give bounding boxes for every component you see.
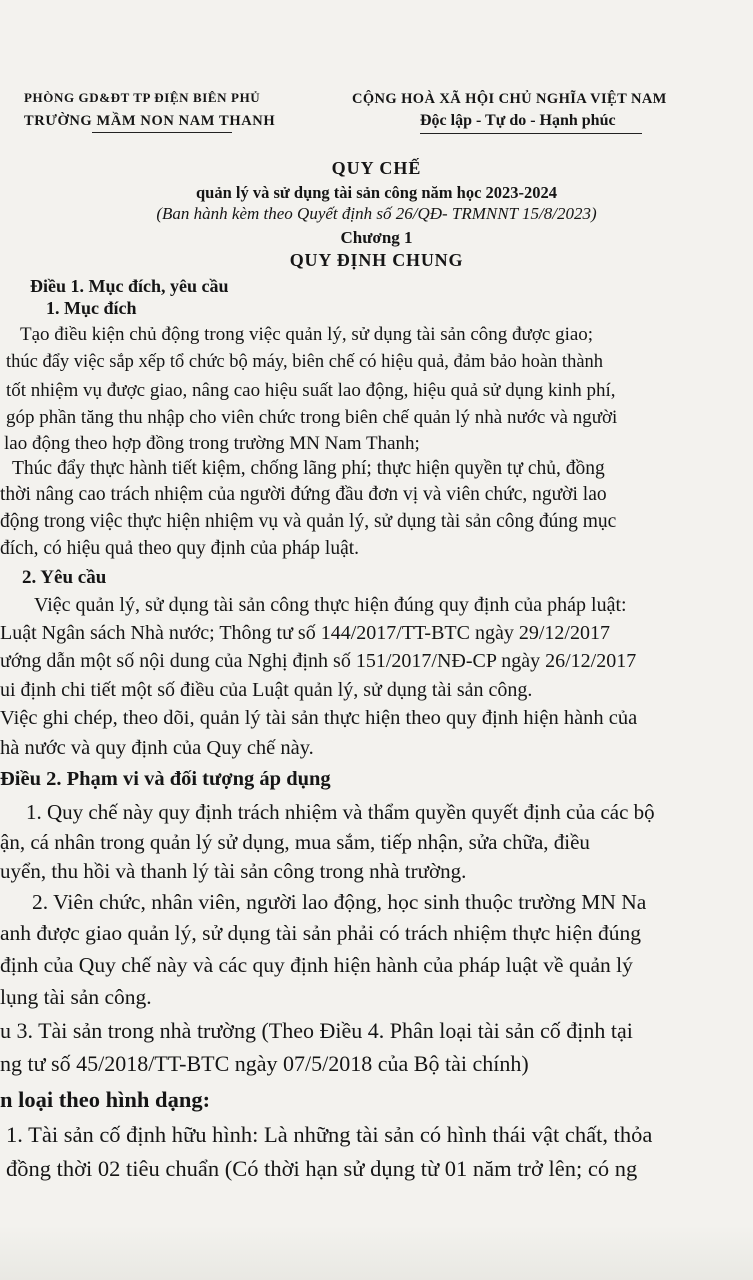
- body-line: thúc đẩy việc sắp xếp tổ chức bộ máy, biên chế có hiệu quả, đảm bảo hoàn thành: [6, 352, 604, 372]
- article-1-heading: Điều 1. Mục đích, yêu cầu: [30, 276, 229, 296]
- chapter-title: QUY ĐỊNH CHUNG: [289, 250, 464, 270]
- article-2-heading: Điều 2. Phạm vi và đối tượng áp dụng: [0, 768, 331, 790]
- body-line: 2. Viên chức, nhân viên, người lao động, học sinh thuộc trường MN Na: [32, 890, 647, 914]
- body-line: định của Quy chế này và các quy định hiện hành của pháp luật về quản lý: [0, 953, 633, 977]
- country-name: CỘNG HOÀ XÃ HỘI CHỦ NGHĨA VIỆT NAM: [352, 91, 667, 107]
- body-line: Luật Ngân sách Nhà nước; Thông tư số 144/2017/TT-BTC ngày 29/12/2017: [0, 622, 610, 644]
- body-line: góp phần tăng thu nhập cho viên chức trong biên chế quản lý nhà nước và người: [6, 407, 618, 428]
- body-line: ận, cá nhân trong quản lý sử dụng, mua sắm, tiếp nhận, sửa chữa, điều: [0, 830, 590, 854]
- issuance-note: (Ban hành kèm theo Quyết định số 26/QĐ- TRMNNT 15/8/2023): [156, 204, 597, 223]
- body-line: tốt nhiệm vụ được giao, nâng cao hiệu suất lao động, hiệu quả sử dụng kinh phí,: [6, 380, 616, 401]
- department-name: PHÒNG GD&ĐT TP ĐIỆN BIÊN PHỦ: [24, 90, 261, 105]
- body-line: ui định chi tiết một số điều của Luật quản lý, sử dụng tài sản công.: [0, 679, 533, 701]
- page-bottom-shadow: [0, 1225, 753, 1280]
- body-line: 1. Quy chế này quy định trách nhiệm và thẩm quyền quyết định của các bộ: [26, 800, 655, 824]
- motto: Độc lập - Tự do - Hạnh phúc: [420, 112, 616, 129]
- section-purpose-heading: 1. Mục đích: [46, 298, 137, 318]
- body-line: uyển, thu hồi và thanh lý tài sản công trong nhà trường.: [0, 859, 467, 883]
- body-line: anh được giao quản lý, sử dụng tài sản phải có trách nhiệm thực hiện đúng: [0, 921, 642, 945]
- chapter-number: Chương 1: [340, 228, 413, 247]
- body-line: lao động theo hợp đồng trong trường MN Nam Thanh;: [4, 433, 420, 454]
- body-line: đích, có hiệu quả theo quy định của pháp luật.: [0, 538, 360, 559]
- body-line: Việc quản lý, sử dụng tài sản công thực hiện đúng quy định của pháp luật:: [34, 594, 627, 616]
- body-line: Việc ghi chép, theo dõi, quản lý tài sản thực hiện theo quy định hiện hành của: [0, 707, 638, 729]
- motto-underline: [420, 133, 642, 134]
- body-line: hà nước và quy định của Quy chế này.: [0, 737, 314, 759]
- body-line: ng tư số 45/2018/TT-BTC ngày 07/5/2018 của Bộ tài chính): [0, 1051, 529, 1076]
- body-line: động trong việc thực hiện nhiệm vụ và quản lý, sử dụng tài sản công đúng mục: [0, 511, 617, 532]
- classification-heading: n loại theo hình dạng:: [0, 1087, 211, 1112]
- body-line: thời nâng cao trách nhiệm của người đứng đầu đơn vị và viên chức, người lao: [0, 484, 607, 505]
- document-title: QUY CHẾ: [331, 158, 422, 178]
- body-line: 1. Tài sản cố định hữu hình: Là những tài sản có hình thái vật chất, thỏa: [6, 1122, 653, 1147]
- school-name-underline: [92, 132, 232, 133]
- section-requirements-heading: 2. Yêu cầu: [22, 567, 107, 588]
- body-line: Tạo điều kiện chủ động trong việc quản lý, sử dụng tài sản công được giao;: [20, 324, 594, 345]
- school-name: TRƯỜNG MẦM NON NAM THANH: [24, 113, 276, 129]
- body-line: đồng thời 02 tiêu chuẩn (Có thời hạn sử dụng từ 01 năm trở lên; có ng: [6, 1156, 638, 1181]
- body-line: ướng dẫn một số nội dung của Nghị định số 151/2017/NĐ-CP ngày 26/12/2017: [0, 650, 637, 672]
- document-subtitle: quản lý và sử dụng tài sản công năm học 2023-2024: [195, 183, 558, 202]
- body-line: lụng tài sản công.: [0, 985, 152, 1009]
- article-3-line: u 3. Tài sản trong nhà trường (Theo Điều 4. Phân loại tài sản cố định tại: [0, 1018, 633, 1043]
- body-line: Thúc đẩy thực hành tiết kiệm, chống lãng phí; thực hiện quyền tự chủ, đồng: [12, 458, 605, 479]
